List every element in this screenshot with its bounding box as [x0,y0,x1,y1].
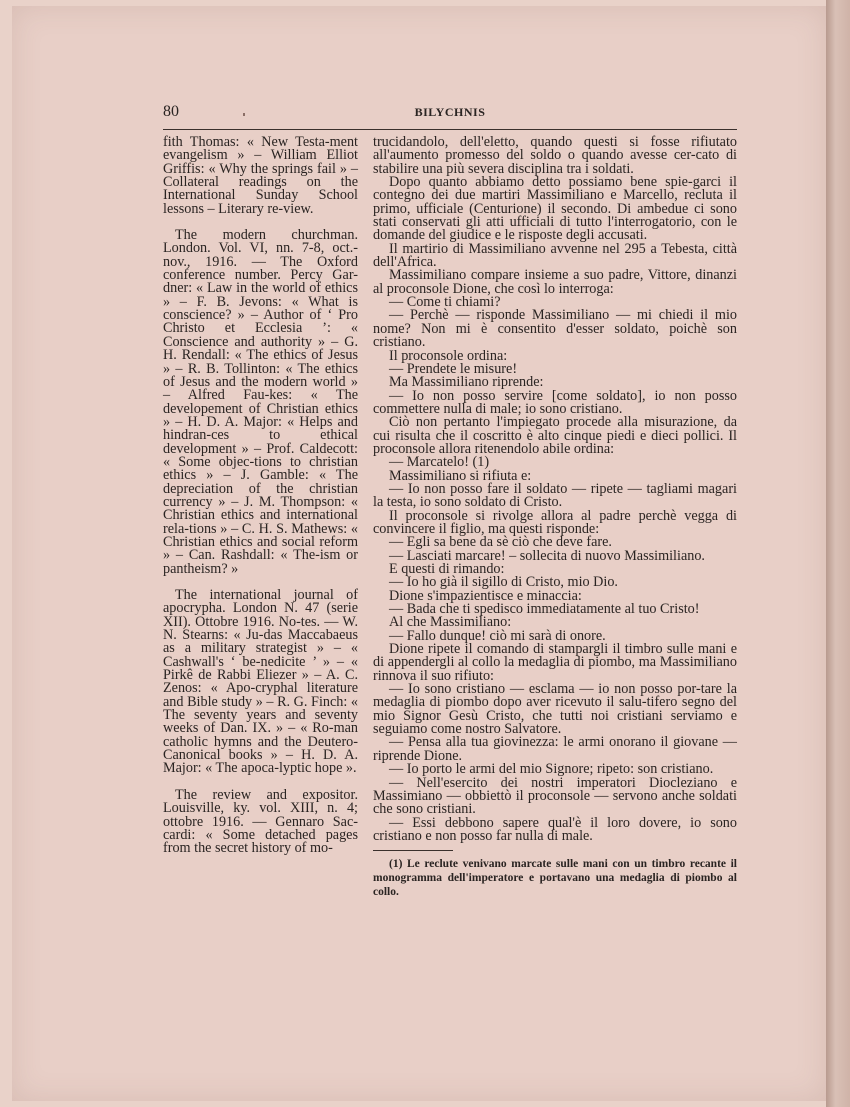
paragraph: — Io sono cristiano — esclama — io non posso por-tare la medaglia di piombo dopo aver ricevuto il salu-tifero segno del mio Signor Gesù Cristo, che tutti noi cristiani serviamo e seguiamo come nostro Salvatore. [373,681,737,738]
left-column [163,136,358,869]
paragraph: — Lasciati marcare! – sollecita di nuovo Massimiliano. [389,547,705,564]
running-title: BILYCHNIS [414,105,486,119]
paragraph: — Io non posso fare il soldato — ripete — tagliami magari la testa, io sono soldato di Cristo. [373,480,737,511]
paragraph: Il martirio di Massimiliano avvenne nel 295 a Tebesta, città dell'Africa. [373,240,737,271]
paragraph: — Perchè — risponde Massimiliano — mi chiedi il mio nome? Non mi è consentito d'esser soldato, poichè son cristiano. [373,307,737,351]
page-number: 80 [163,103,179,120]
paragraph: Dione ripete il comando di stampargli il timbro sulle mani e di appendergli al collo la medaglia di piombo, ma Massimiliano rinnova il suo rifiuto: [373,641,737,684]
paragraph: — Io non posso servire [come soldato], io non posso commettere nulla di male; io sono cristiano. [373,387,737,417]
next-page-edge [826,0,850,1107]
right-column [373,136,737,899]
journal-entry: The international journal of apocrypha. London N. 47 (serie XII). Ottobre 1916. No-tes. — W. N. Stearns: « Ju-das Maccabaeus as a military strategist » – « Cashwall's ‘ be-nedicite ’ » – « Pirkê de Rabbi Eliezer » – A. C. Zenos: « Apo-cryphal literature and Bible study » – R. G. Finch: « The seventy years and seventy weeks of Dan. IX. » – « Ro-man catholic hymns and the Deutero-Canonical books » – H. D. A. Major: « The apoca-lyptic hope ». [163,587,358,777]
paragraph: — Bada che ti spedisco immediatamente al tuo Cristo! [389,601,700,618]
footnote: (1) Le reclute venivano marcate sulle mani con un timbro recante il monogramma dell'imperatore e portavano una medaglia di piombo al collo. [373,858,737,899]
paragraph: — Nell'esercito dei nostri imperatori Diocleziano e Massimiano — obbiettò il proconsole — servono anche soldati che sono cristiani. [373,774,737,818]
paragraph: Al che Massimiliano: [389,614,512,631]
paragraph: Il proconsole ordina: [389,347,508,364]
paragraph: Ma Massimiliano riprende: [389,374,544,391]
journal-entry: fith Thomas: « New Testa-ment evangelism » – William Elliot Griffis: « Why the springs fail » – Collateral readings on the International Sunday School lessons – Literary re-view. [163,134,358,217]
journal-entry: The review and expositor. Louisville, ky. vol. XIII, n. 4; ottobre 1916. — Gennaro Sac-cardi: « Some detached pages from the secret history of mo- [163,786,358,857]
paragraph: E questi di rimando: [389,561,505,577]
footnote-rule [373,850,453,851]
paragraph: Il proconsole si rivolge allora al padre perchè vegga di convincere il figlio, ma questi risponde: [373,507,737,537]
paragraph: — Io ho già il sigillo di Cristo, mio Dio. [389,574,618,591]
paragraph: Dione s'impazientisce e minaccia: [389,587,582,604]
paragraph: Massimiliano si rifiuta e: [389,467,532,484]
paragraph: — Prendete le misure! [389,360,518,377]
paragraph: — Pensa alla tua giovinezza: le armi onorano il giovane — riprende Dione. [373,734,737,764]
paragraph: trucidandolo, dell'eletto, quando questi si fosse rifiutato all'aumento promesso del soldo o quando avesse cer-cato di stabilire una più severa disciplina tra i soldati. [373,134,737,177]
paragraph: — Io porto le armi del mio Signore; ripeto: son cristiano. [389,761,714,778]
paragraph: — Egli sa bene da sè ciò che deve fare. [389,534,612,551]
paragraph: — Come ti chiami? [389,294,501,311]
paragraph: Dopo quanto abbiamo detto possiamo bene spie-garci il contegno dei due martiri Massimiliano e Marcello, recluta il primo, ufficiale (Centurione) il secondo. Di ambedue ci sono stati conservati gli atti ufficiali di tutto l'interrogatorio, con le domande del giudice e le risposte degli accusati. [373,174,737,244]
paragraph: Massimiliano compare insieme a suo padre, Vittore, dinanzi al proconsole Dione, che così lo interroga: [373,267,737,297]
paragraph: — Fallo dunque! ciò mi sarà di onore. [389,627,606,644]
paragraph: Ciò non pertanto l'impiegato procede alla misurazione, da cui risulta che il coscritto è alto cinque piedi e dieci pollici. Il proconsole allora ritenendolo abile ordina: [373,414,737,457]
page-header [163,103,737,130]
paragraph: — Essi debbono sapere qual'è il loro dovere, io sono cristiano e non posso far nulla di male. [373,814,737,844]
journal-entry: The modern churchman. London. Vol. VI, nn. 7-8, oct.-nov., 1916. — The Oxford conference number. Percy Gar-dner: « Law in the world of ethics » – F. B. Jevons: « What is conscience? » – Author of ‘ Pro Christo et Ecclesia ’: « Conscience and authority » – G. H. Rendall: « The ethics of Jesus » – R. B. Tollinton: « The ethics of Jesus and the modern world » – Alfred Fau-kes: « The developement of Christian ethics » – H. D. A. Major: « Helps and hindran-ces to ethical development » – Prof. Caldecott: « Some objec-tions to christian ethics » – J. Gamble: « The depreciation of the christian currency » – J. M. Thompson: « Christian ethics and international rela-tions » – C. H. S. Mathews: « Christian ethics and social reform » – Can. Rashdall: « The-ism or pantheism? » [163,227,358,577]
paragraph: — Marcatelo! (1) [389,454,490,471]
